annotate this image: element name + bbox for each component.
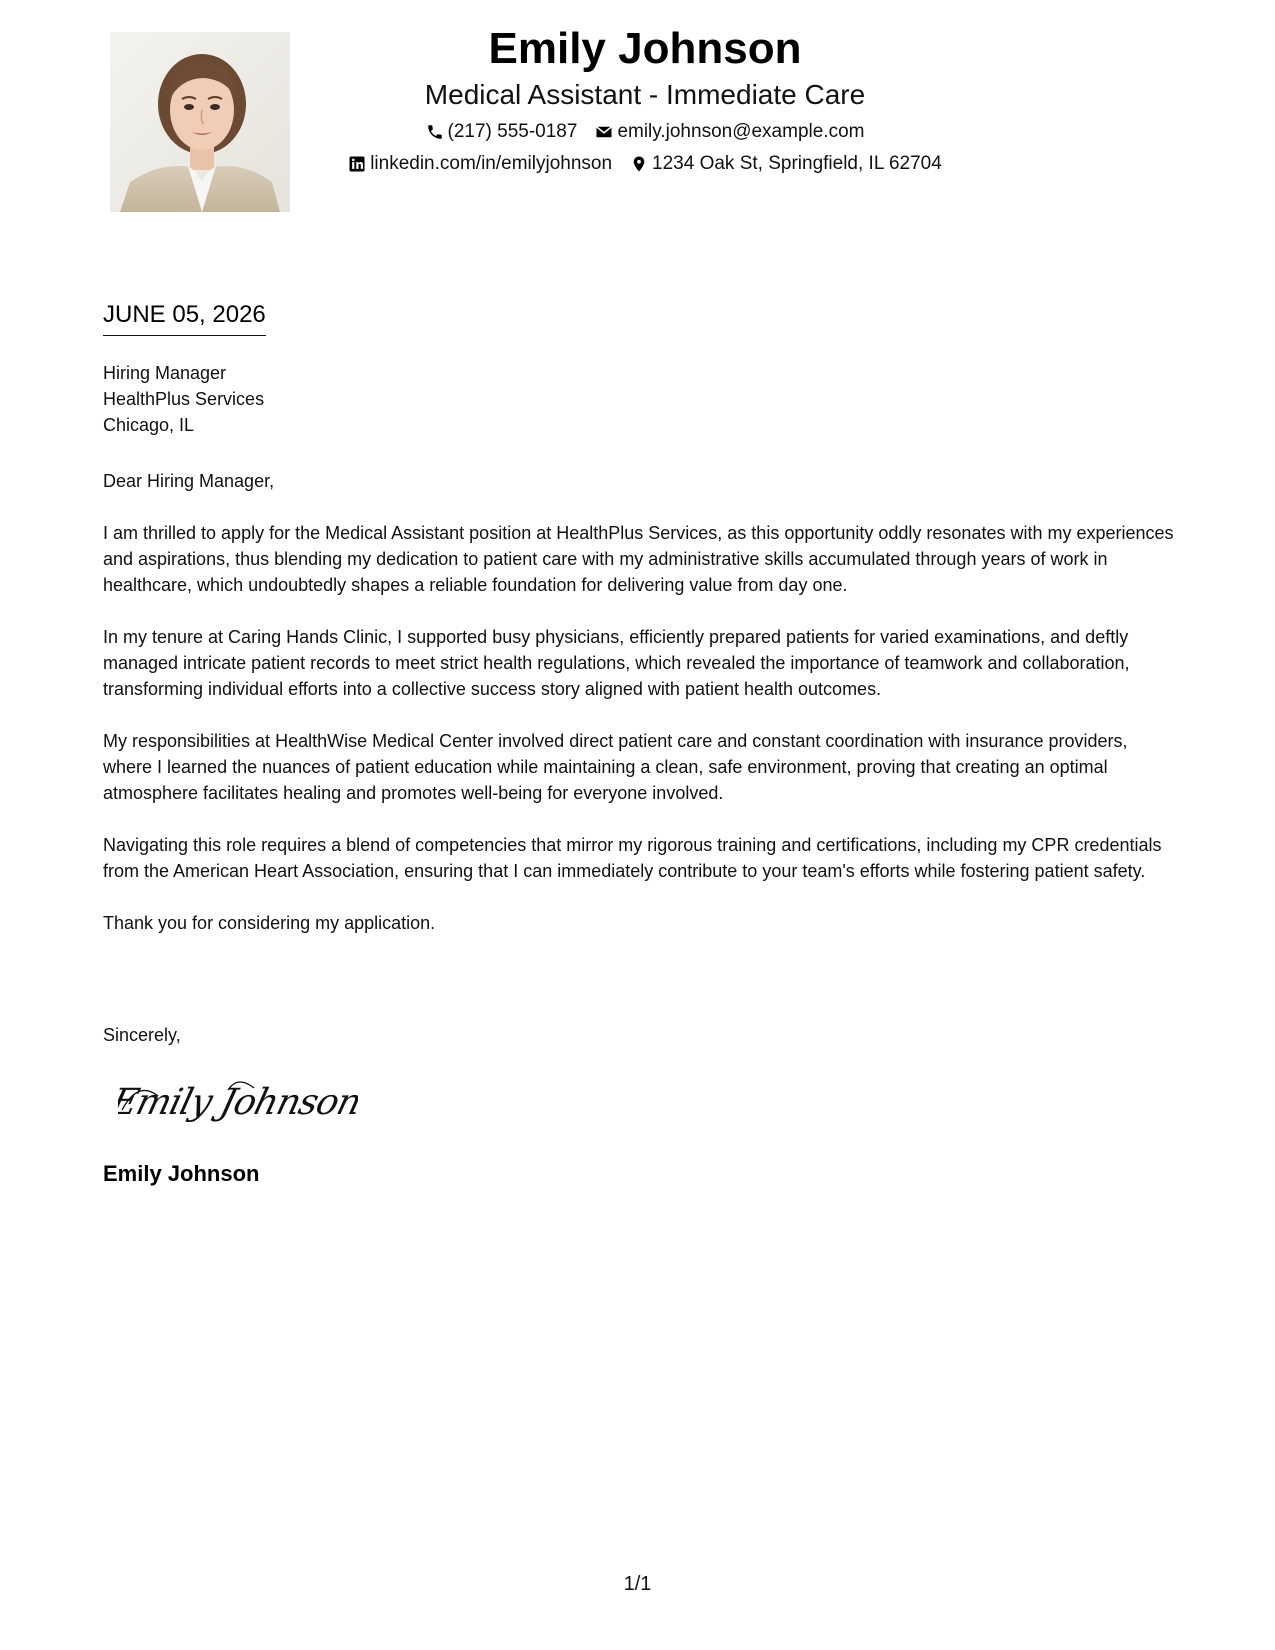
signer-name: Emily Johnson — [103, 1161, 260, 1186]
closing-line: Thank you for considering my application. — [103, 913, 436, 933]
phone-contact[interactable] — [426, 120, 578, 144]
email-address: emily.johnson@example.com — [617, 121, 865, 142]
sign-off: Sincerely, — [103, 1025, 181, 1045]
applicant-name: Emily Johnson — [488, 24, 802, 73]
letter-date: JUNE 05, 2026 — [103, 300, 266, 336]
envelope-icon — [595, 123, 613, 141]
handwritten-signature — [118, 1070, 358, 1132]
linkedin-contact[interactable] — [348, 152, 612, 176]
page-number: 1/1 — [623, 1573, 652, 1595]
contact-row-secondary — [300, 152, 990, 176]
profile-photo — [110, 32, 290, 212]
email-contact[interactable] — [595, 120, 864, 144]
letter-body — [103, 468, 1178, 962]
body-paragraph-4: Navigating this role requires a blend of competencies that mirror my rigorous training and certifications, including my CPR credentials from the American Heart Association, ensuring that I can immediately contribute to your team's efforts while fostering patient safety. — [103, 835, 1162, 881]
recipient-block — [103, 360, 264, 438]
contact-row-primary — [300, 120, 990, 144]
street-address: 1234 Oak St, Springfield, IL 62704 — [652, 153, 942, 174]
salutation: Dear Hiring Manager, — [103, 471, 275, 491]
body-paragraph-1: I am thrilled to apply for the Medical Assistant position at HealthPlus Services, as this opportunity oddly resonates with my experiences and aspirations, thus blending my dedication to patient care with my administrative skills accumulated through years of work in healthcare, which undoubtedly shapes a reliable foundation for delivering value from day one. — [103, 523, 1174, 595]
map-pin-icon — [630, 155, 648, 173]
phone-icon — [426, 123, 444, 141]
body-paragraph-3: My responsibilities at HealthWise Medical Center involved direct patient care and constant coordination with insurance providers, where I learned the nuances of patient education while maintaining a clean, safe environment, proving that creating an optimal atmosphere facilitates healing and promotes well-being for everyone involved. — [103, 731, 1128, 803]
phone-number: (217) 555-0187 — [447, 121, 578, 142]
recipient-title: Hiring Manager — [103, 363, 227, 383]
linkedin-url: linkedin.com/in/emilyjohnson — [370, 153, 613, 174]
linkedin-icon — [348, 155, 366, 173]
recipient-company: HealthPlus Services — [103, 389, 265, 409]
svg-text:Emily Johnson: Emily Johnson — [118, 1080, 358, 1123]
letter-header — [300, 20, 990, 176]
body-paragraph-2: In my tenure at Caring Hands Clinic, I supported busy physicians, efficiently prepared patients for varied examinations, and deftly managed intricate patient records to meet strict health regulations, which revealed the importance of teamwork and collaboration, transforming individual efforts into a collective success story aligned with patient health outcomes. — [103, 627, 1130, 699]
job-title: Medical Assistant - Immediate Care — [424, 79, 866, 110]
recipient-location: Chicago, IL — [103, 415, 195, 435]
address-contact — [630, 152, 942, 176]
